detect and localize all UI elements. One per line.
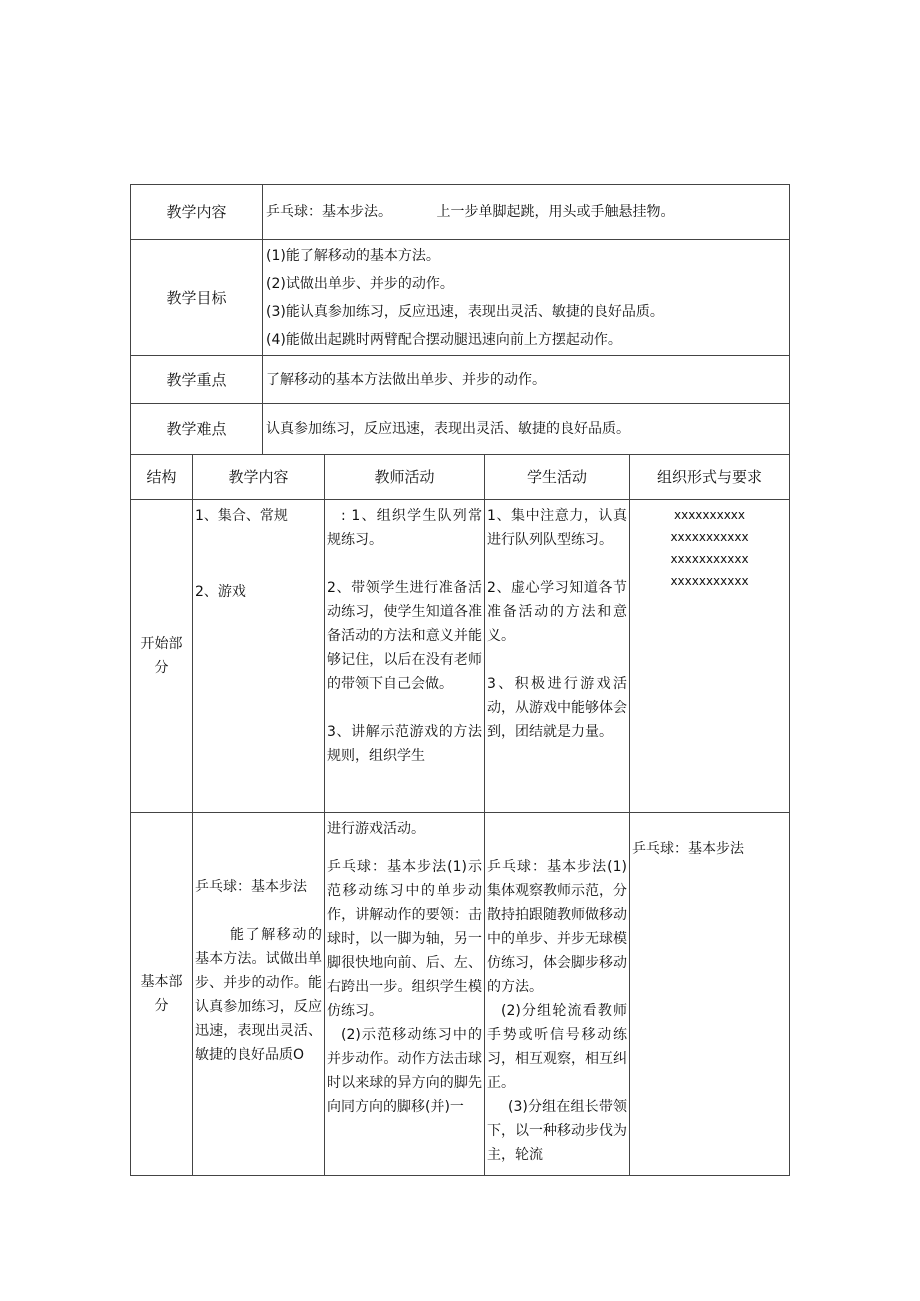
basic-org-text: 乒乓球：基本步法 (632, 841, 744, 857)
student-item: 乒乓球：基本步法(1)集体观察教师示范，分散持拍跟随教师做移动中的单步、并步无球模仿练习，体会脚步移动的方法。 (487, 859, 627, 995)
value-difficulty (263, 404, 789, 454)
row-content (131, 185, 789, 240)
label-key: 教学重点 (131, 356, 263, 403)
student-item: 1、集中注意力，认真进行队列队型练习。 (487, 508, 627, 548)
row-goals (131, 240, 789, 356)
start-student (485, 500, 630, 812)
goal-item: (2)试做出单步、并步的动作。 (266, 275, 454, 292)
value-content-text: 乒乓球：基本步法。 上一步单脚起跳，用头或手触悬挂物。 (266, 204, 675, 220)
start-structure: 开始部分 (131, 500, 193, 812)
basic-content-desc: 能了解移动的基本方法。试做出单步、并步的动作。能认真参加练习，反应迅速，表现出灵活、敏捷的良好品质O (195, 927, 322, 1063)
header-organization: 组织形式与要求 (656, 468, 762, 486)
row-difficulty (131, 404, 789, 455)
basic-teacher (325, 813, 485, 1175)
value-difficulty-text: 认真参加练习，反应迅速，表现出灵活、敏捷的良好品质。 (266, 421, 630, 437)
row-basic (131, 813, 789, 1175)
student-item: 2、虚心学习知道各节准备活动的方法和意义。 (487, 580, 627, 644)
goal-item: (4)能做出起跳时两臂配合摆动腿迅速向前上方摆起动作。 (266, 331, 622, 348)
teacher-item: : 1、组织学生队列常规练习。 (327, 508, 482, 548)
teacher-item: 3、讲解示范游戏的方法规则，组织学生 (327, 724, 482, 764)
label-content: 教学内容 (131, 185, 263, 239)
label-difficulty: 教学难点 (131, 404, 263, 454)
start-teacher (325, 500, 485, 812)
formation-row: xxxxxxxxxxx (670, 530, 749, 544)
header-student: 学生活动 (485, 455, 630, 499)
basic-organization (630, 813, 789, 1175)
row-start (131, 500, 789, 813)
header-teacher: 教师活动 (325, 455, 485, 499)
formation-row: xxxxxxxxxx (673, 508, 745, 522)
value-key (263, 356, 789, 403)
student-item: 3、积极进行游戏活动，从游戏中能够体会到，团结就是力量。 (487, 676, 627, 740)
goal-item: (3)能认真参加练习，反应迅速，表现出灵活、敏捷的良好品质。 (266, 303, 664, 320)
teacher-item: (2)示范移动练习中的并步动作。动作方法击球时以来球的异方向的脚先向同方向的脚移(并)一 (327, 1027, 482, 1115)
basic-student (485, 813, 630, 1175)
start-content-item: 2、游戏 (195, 584, 246, 600)
value-content (263, 185, 789, 239)
teacher-item: 进行游戏活动。 (327, 821, 425, 837)
formation-row: xxxxxxxxxxx (670, 574, 749, 588)
header-row (131, 455, 789, 500)
basic-structure: 基本部分 (131, 813, 193, 1175)
goal-item: (1)能了解移动的基本方法。 (266, 247, 440, 264)
start-organization (630, 500, 789, 812)
start-content-item: 1、集合、常规 (195, 508, 288, 524)
lesson-plan-table (130, 184, 790, 1176)
start-content (193, 500, 325, 812)
basic-content-title: 乒乓球：基本步法 (195, 879, 307, 895)
student-item: (2)分组轮流看教师手势或听信号移动练习，相互观察，相互纠正。 (487, 1003, 627, 1091)
teacher-item: 2、带领学生进行准备活动练习，使学生知道各准备活动的方法和意义并能够记住，以后在没有老师的带领下自己会做。 (327, 580, 482, 692)
value-goals (263, 240, 789, 355)
row-key (131, 356, 789, 404)
label-goals: 教学目标 (131, 240, 263, 355)
basic-content (193, 813, 325, 1175)
formation-row: xxxxxxxxxxx (670, 552, 749, 566)
header-content: 教学内容 (193, 455, 325, 499)
header-structure: 结构 (131, 455, 193, 499)
student-item: (3)分组在组长带领下，以一种移动步伐为主，轮流 (487, 1099, 627, 1163)
teacher-item: 乒乓球：基本步法(1)示范移动练习中的单步动作，讲解动作的要领：击球时，以一脚为轴，另一脚很快地向前、后、左、右跨出一步。组织学生模仿练习。 (327, 859, 482, 1019)
value-key-text: 了解移动的基本方法做出单步、并步的动作。 (266, 371, 546, 388)
